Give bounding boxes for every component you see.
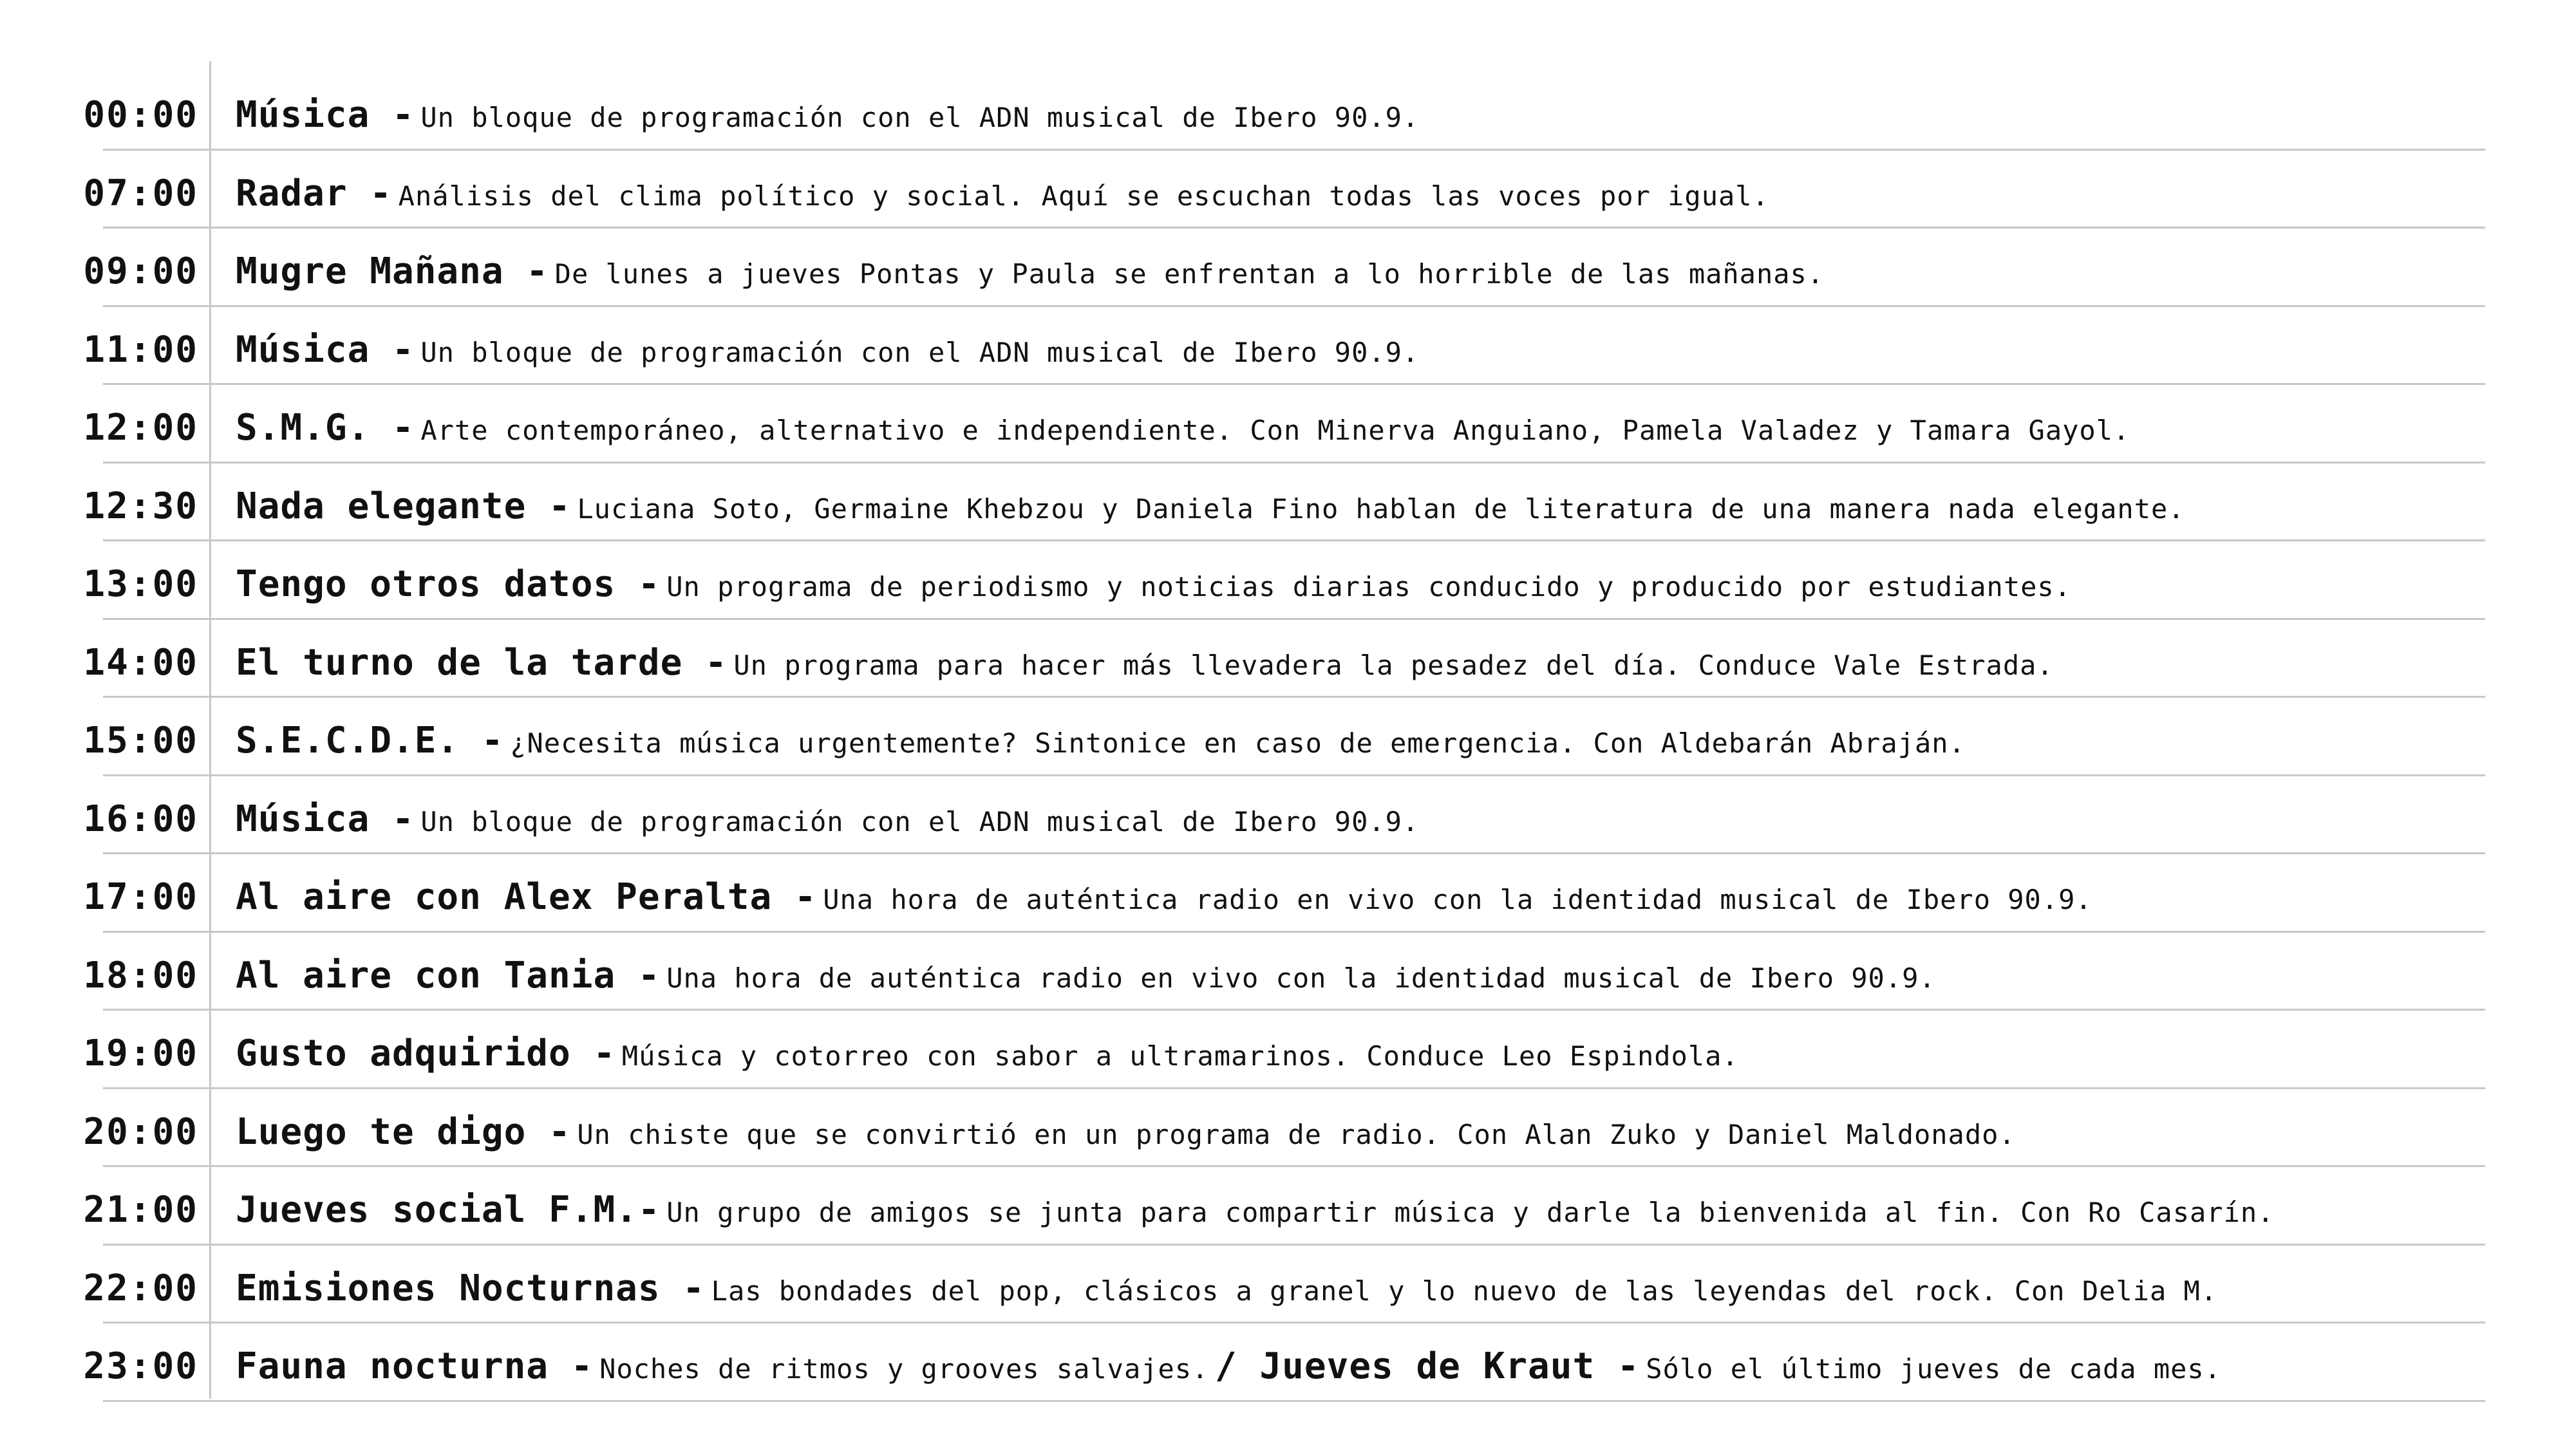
program-title-secondary: / Jueves de Kraut -	[1215, 1345, 1640, 1387]
program-text	[236, 640, 2054, 694]
program-title: Emisiones Nocturnas -	[236, 1267, 706, 1309]
time-slot: 23:00	[83, 1345, 198, 1387]
schedule-row	[0, 1011, 2576, 1089]
time-slot: 20:00	[83, 1110, 198, 1153]
program-text	[236, 171, 1769, 225]
program-title: Música -	[236, 798, 415, 840]
schedule-row	[0, 463, 2576, 542]
time-slot: 09:00	[83, 250, 198, 292]
program-description: Las bondades del pop, clásicos a granel y lo nuevo de las leyendas del rock. Con Delia M.	[711, 1275, 2218, 1307]
program-text	[236, 1110, 2016, 1163]
time-slot: 12:00	[83, 407, 198, 449]
program-description: Una hora de auténtica radio en vivo con la identidad musical de Ibero 90.9.	[666, 962, 1936, 994]
schedule-row	[0, 1323, 2576, 1402]
time-slot: 00:00	[83, 94, 198, 136]
program-description: ¿Necesita música urgentemente? Sintonice en caso de emergencia. Con Aldebarán Abraján.	[510, 727, 1966, 759]
schedule-row	[0, 72, 2576, 151]
time-slot: 07:00	[83, 172, 198, 214]
schedule-row	[0, 1246, 2576, 1324]
program-text	[236, 93, 1419, 146]
program-description: Luciana Soto, Germaine Khebzou y Daniela Fino hablan de literatura de una manera nada elegante.	[577, 492, 2185, 525]
time-slot: 22:00	[83, 1267, 198, 1309]
schedule-row	[0, 620, 2576, 698]
schedule-row	[0, 854, 2576, 933]
time-slot: 19:00	[83, 1033, 198, 1074]
program-title: Gusto adquirido -	[236, 1033, 616, 1074]
program-text	[236, 1031, 1739, 1085]
program-text	[236, 1344, 2221, 1398]
program-title: El turno de la tarde -	[236, 641, 728, 684]
program-title: Al aire con Alex Peralta -	[236, 876, 817, 918]
program-description: Arte contemporáneo, alternativo e independiente. Con Minerva Anguiano, Pamela Valadez y Tamara Gayol.	[420, 415, 2130, 446]
program-title: Música -	[236, 328, 415, 371]
program-description: Un bloque de programación con el ADN musical de Ibero 90.9.	[420, 805, 1420, 837]
program-text	[236, 249, 1824, 303]
program-title: Jueves social F.M.-	[236, 1189, 661, 1231]
time-slot: 15:00	[83, 720, 198, 762]
program-text	[236, 406, 2130, 459]
program-title: Música -	[236, 94, 415, 136]
schedule-row	[0, 933, 2576, 1011]
schedule-row	[0, 229, 2576, 307]
schedule-row	[0, 385, 2576, 463]
time-slot: 18:00	[83, 954, 198, 996]
time-slot: 13:00	[83, 563, 198, 605]
program-text	[236, 562, 2071, 615]
time-slot: 12:30	[83, 485, 198, 527]
schedule-row	[0, 151, 2576, 229]
program-description: Un grupo de amigos se junta para compartir música y darle la bienvenida al fin. Con Ro Casarín.	[666, 1197, 2275, 1228]
schedule-row	[0, 541, 2576, 620]
program-title: Tengo otros datos -	[236, 563, 661, 605]
program-title: S.E.C.D.E. -	[236, 720, 504, 762]
program-description: Noches de ritmos y grooves salvajes.	[599, 1353, 1209, 1385]
program-description: Análisis del clima político y social. Aquí se escuchan todas las voces por igual.	[398, 180, 1769, 212]
schedule-row	[0, 1167, 2576, 1246]
program-title: Luego te digo -	[236, 1110, 571, 1153]
program-text	[236, 328, 1419, 381]
program-description: Música y cotorreo con sabor a ultramarinos. Conduce Leo Espindola.	[621, 1040, 1739, 1072]
program-description-secondary: Sólo el último jueves de cada mes.	[1646, 1353, 2221, 1385]
program-text	[236, 1188, 2274, 1241]
program-title: Fauna nocturna -	[236, 1345, 594, 1387]
program-title: S.M.G. -	[236, 407, 415, 449]
program-description: Una hora de auténtica radio en vivo con la identidad musical de Ibero 90.9.	[823, 884, 2092, 915]
program-title: Al aire con Tania -	[236, 954, 661, 996]
program-description: Un chiste que se convirtió en un programa de radio. Con Alan Zuko y Daniel Maldonado.	[577, 1118, 2016, 1150]
program-text	[236, 953, 1936, 1007]
program-text	[236, 1266, 2217, 1320]
time-slot: 11:00	[83, 328, 198, 371]
row-divider	[103, 1400, 2485, 1402]
program-description: Un bloque de programación con el ADN musical de Ibero 90.9.	[420, 336, 1420, 368]
program-description: De lunes a jueves Pontas y Paula se enfrentan a lo horrible de las mañanas.	[554, 258, 1825, 290]
program-text	[236, 875, 2092, 928]
schedule-row	[0, 698, 2576, 776]
program-description: Un programa de periodismo y noticias diarias conducido y producido por estudiantes.	[666, 571, 2071, 603]
program-description: Un programa para hacer más llevadera la pesadez del día. Conduce Vale Estrada.	[733, 649, 2054, 681]
schedule-row	[0, 776, 2576, 855]
schedule-row	[0, 1089, 2576, 1168]
program-title: Mugre Mañana -	[236, 250, 549, 292]
program-title: Nada elegante -	[236, 485, 571, 527]
program-title: Radar -	[236, 172, 393, 214]
program-text	[236, 797, 1419, 850]
schedule-row	[0, 307, 2576, 386]
time-slot: 17:00	[83, 876, 198, 918]
time-slot: 14:00	[83, 641, 198, 684]
program-description: Un bloque de programación con el ADN musical de Ibero 90.9.	[420, 102, 1420, 133]
program-text	[236, 718, 1966, 772]
program-text	[236, 484, 2185, 538]
time-slot: 21:00	[83, 1189, 198, 1231]
time-slot: 16:00	[83, 798, 198, 840]
